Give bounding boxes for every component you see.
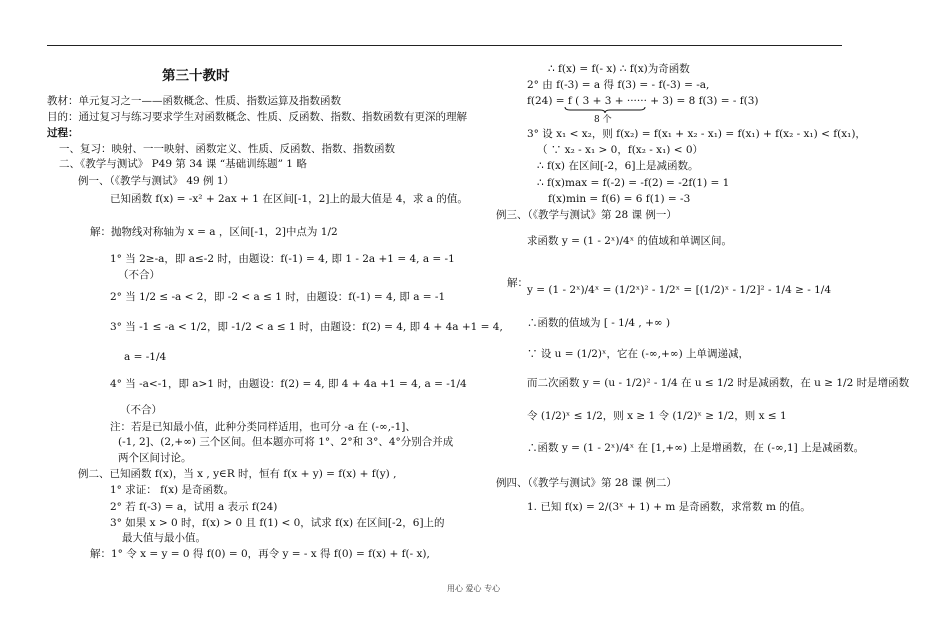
left-line-20: 最大值与最小值。 [122, 532, 206, 544]
right-line-4: 3° 设 x₁ < x₂，则 f(x₂) = f(x₁ + x₂ - x₁) = f(x₁) + f(x₂ - x₁) < f(x₁)， [527, 128, 866, 140]
right-line-18: 例四、（《教学与测试》第 28 课 例二） [496, 477, 677, 489]
right-line-8: f(x)min = f(6) = 6 f(1) = -3 [548, 193, 691, 205]
left-line-2: 二、《教学与测试》 P49 第 34 课 “基础训练题” 1 略 [59, 158, 307, 170]
left-line-8: 2° 当 1/2 ≤ -a < 2，即 -2 < a ≤ 1 时，由题设：f(-1) = 4, 即 a = -1 [110, 291, 446, 303]
left-line-4: 已知函数 f(x) = -x² + 2ax + 1 在区间[-1，2]上的最大值是 4，求 a 的值。 [110, 193, 468, 205]
left-line-18: 2° 若 f(-3) = a，试用 a 表示 f(24) [110, 501, 278, 513]
right-line-6: ∴ f(x) 在区间[-2，6]上是减函数。 [537, 160, 699, 172]
right-line-13: ∴函数的值域为 [ - 1/4 , +∞ ) [527, 317, 671, 329]
right-line-12: y = (1 - 2ˣ)/4ˣ = (1/2ˣ)² - 1/2ˣ = [(1/2)ˣ - 1/2]² - 1/4 ≥ - 1/4 [527, 284, 832, 296]
right-line-10: 求函数 y = (1 - 2ˣ)/4ˣ 的值域和单调区间。 [527, 235, 732, 247]
left-line-3: 例一、（《教学与测试》 49 例 1） [78, 175, 235, 187]
left-line-14: (-1, 2]、(2,+∞) 三个区间。但本题亦可将 1°、2°和 3°、4°分别合并成 [118, 436, 454, 448]
objective-line: 目的：通过复习与练习要求学生对函数概念、性质、反函数、指数、指数函数有更深的理解 [47, 111, 467, 123]
right-line-3: f(24) = f ( 3 + 3 + ······ + 3) = 8 f(3) = - f(3) [527, 95, 759, 107]
right-line-17: ∴函数 y = (1 - 2ˣ)/4ˣ 在 [1,+∞) 上是增函数，在 (-∞,1] 上是减函数。 [527, 442, 865, 454]
right-line-19: 1. 已知 f(x) = 2/(3ˣ + 1) + m 是奇函数，求常数 m 的值。 [527, 501, 811, 513]
left-line-6: 1° 当 2≥-a，即 a≤-2 时，由题设：f(-1) = 4, 即 1 - 2a +1 = 4, a = -1 [110, 253, 455, 265]
left-line-11: 4° 当 -a<-1，即 a>1 时，由题设：f(2) = 4, 即 4 + 4a +1 = 4, a = -1/4 [110, 378, 467, 390]
left-line-16: 例二、已知函数 f(x)，当 x , y∈R 时，恒有 f(x + y) = f(x) + f(y) , [78, 468, 397, 480]
right-line-1: ∴ f(x) = f(- x) ∴ f(x)为奇函数 [548, 63, 690, 75]
left-line-15: 两个区间讨论。 [118, 452, 192, 464]
left-line-5: 解：抛物线对称轴为 x = a ，区间[-1，2]中点为 1/2 [90, 226, 338, 238]
brace-count-label: 8 个 [594, 115, 612, 125]
left-line-19: 3° 如果 x > 0 时，f(x) > 0 且 f(1) < 0，试求 f(x) 在区间[-2，6]上的 [110, 517, 445, 529]
left-line-1: 一、复习：映射、一一映射、函数定义、性质、反函数、指数、指数函数 [59, 143, 395, 155]
left-line-10: a = -1/4 [124, 351, 167, 363]
page-title: 第三十教时 [162, 68, 230, 84]
left-line-9: 3° 当 -1 ≤ -a < 1/2，即 -1/2 < a ≤ 1 时，由题设：f(2) = 4, 即 4 + 4a +1 = 4, [110, 321, 503, 333]
right-line-5: （ ∵ x₂ - x₁ > 0，f(x₂ - x₁) < 0） [537, 144, 704, 156]
left-line-17: 1° 求证： f(x) 是奇函数。 [110, 484, 234, 496]
right-line-11: 解： [507, 277, 528, 289]
textbook-line: 教材：单元复习之一——函数概念、性质、指数运算及指数函数 [47, 95, 341, 107]
left-line-12: （不合） [120, 404, 162, 416]
left-line-7: （不合） [118, 269, 160, 281]
right-line-7: ∴ f(x)max = f(-2) = -f(2) = -2f(1) = 1 [537, 177, 730, 189]
right-line-9: 例三、（《教学与测试》第 28 课 例一） [496, 209, 677, 221]
process-heading: 过程： [47, 127, 79, 139]
right-line-14: ∵ 设 u = (1/2)ˣ，它在 (-∞,+∞) 上单调递减， [527, 348, 749, 360]
right-line-2: 2° 由 f(-3) = a 得 f(3) = - f(-3) = -a, [527, 79, 710, 91]
page-footer: 用心 爱心 专心 [447, 584, 501, 593]
left-line-21: 解：1° 令 x = y = 0 得 f(0) = 0，再令 y = - x 得 f(0) = f(x) + f(- x), [90, 548, 430, 560]
header-rule [47, 45, 842, 46]
left-line-13: 注：若是已知最小值，此种分类同样适用，也可分 -a 在 (-∞,-1]、 [110, 421, 416, 433]
right-line-16: 令 (1/2)ˣ ≤ 1/2，则 x ≥ 1 令 (1/2)ˣ ≥ 1/2，则 x ≤ 1 [527, 410, 787, 422]
right-line-15: 而二次函数 y = (u - 1/2)² - 1/4 在 u ≤ 1/2 时是减函数，在 u ≥ 1/2 时是增函数 [527, 377, 910, 389]
